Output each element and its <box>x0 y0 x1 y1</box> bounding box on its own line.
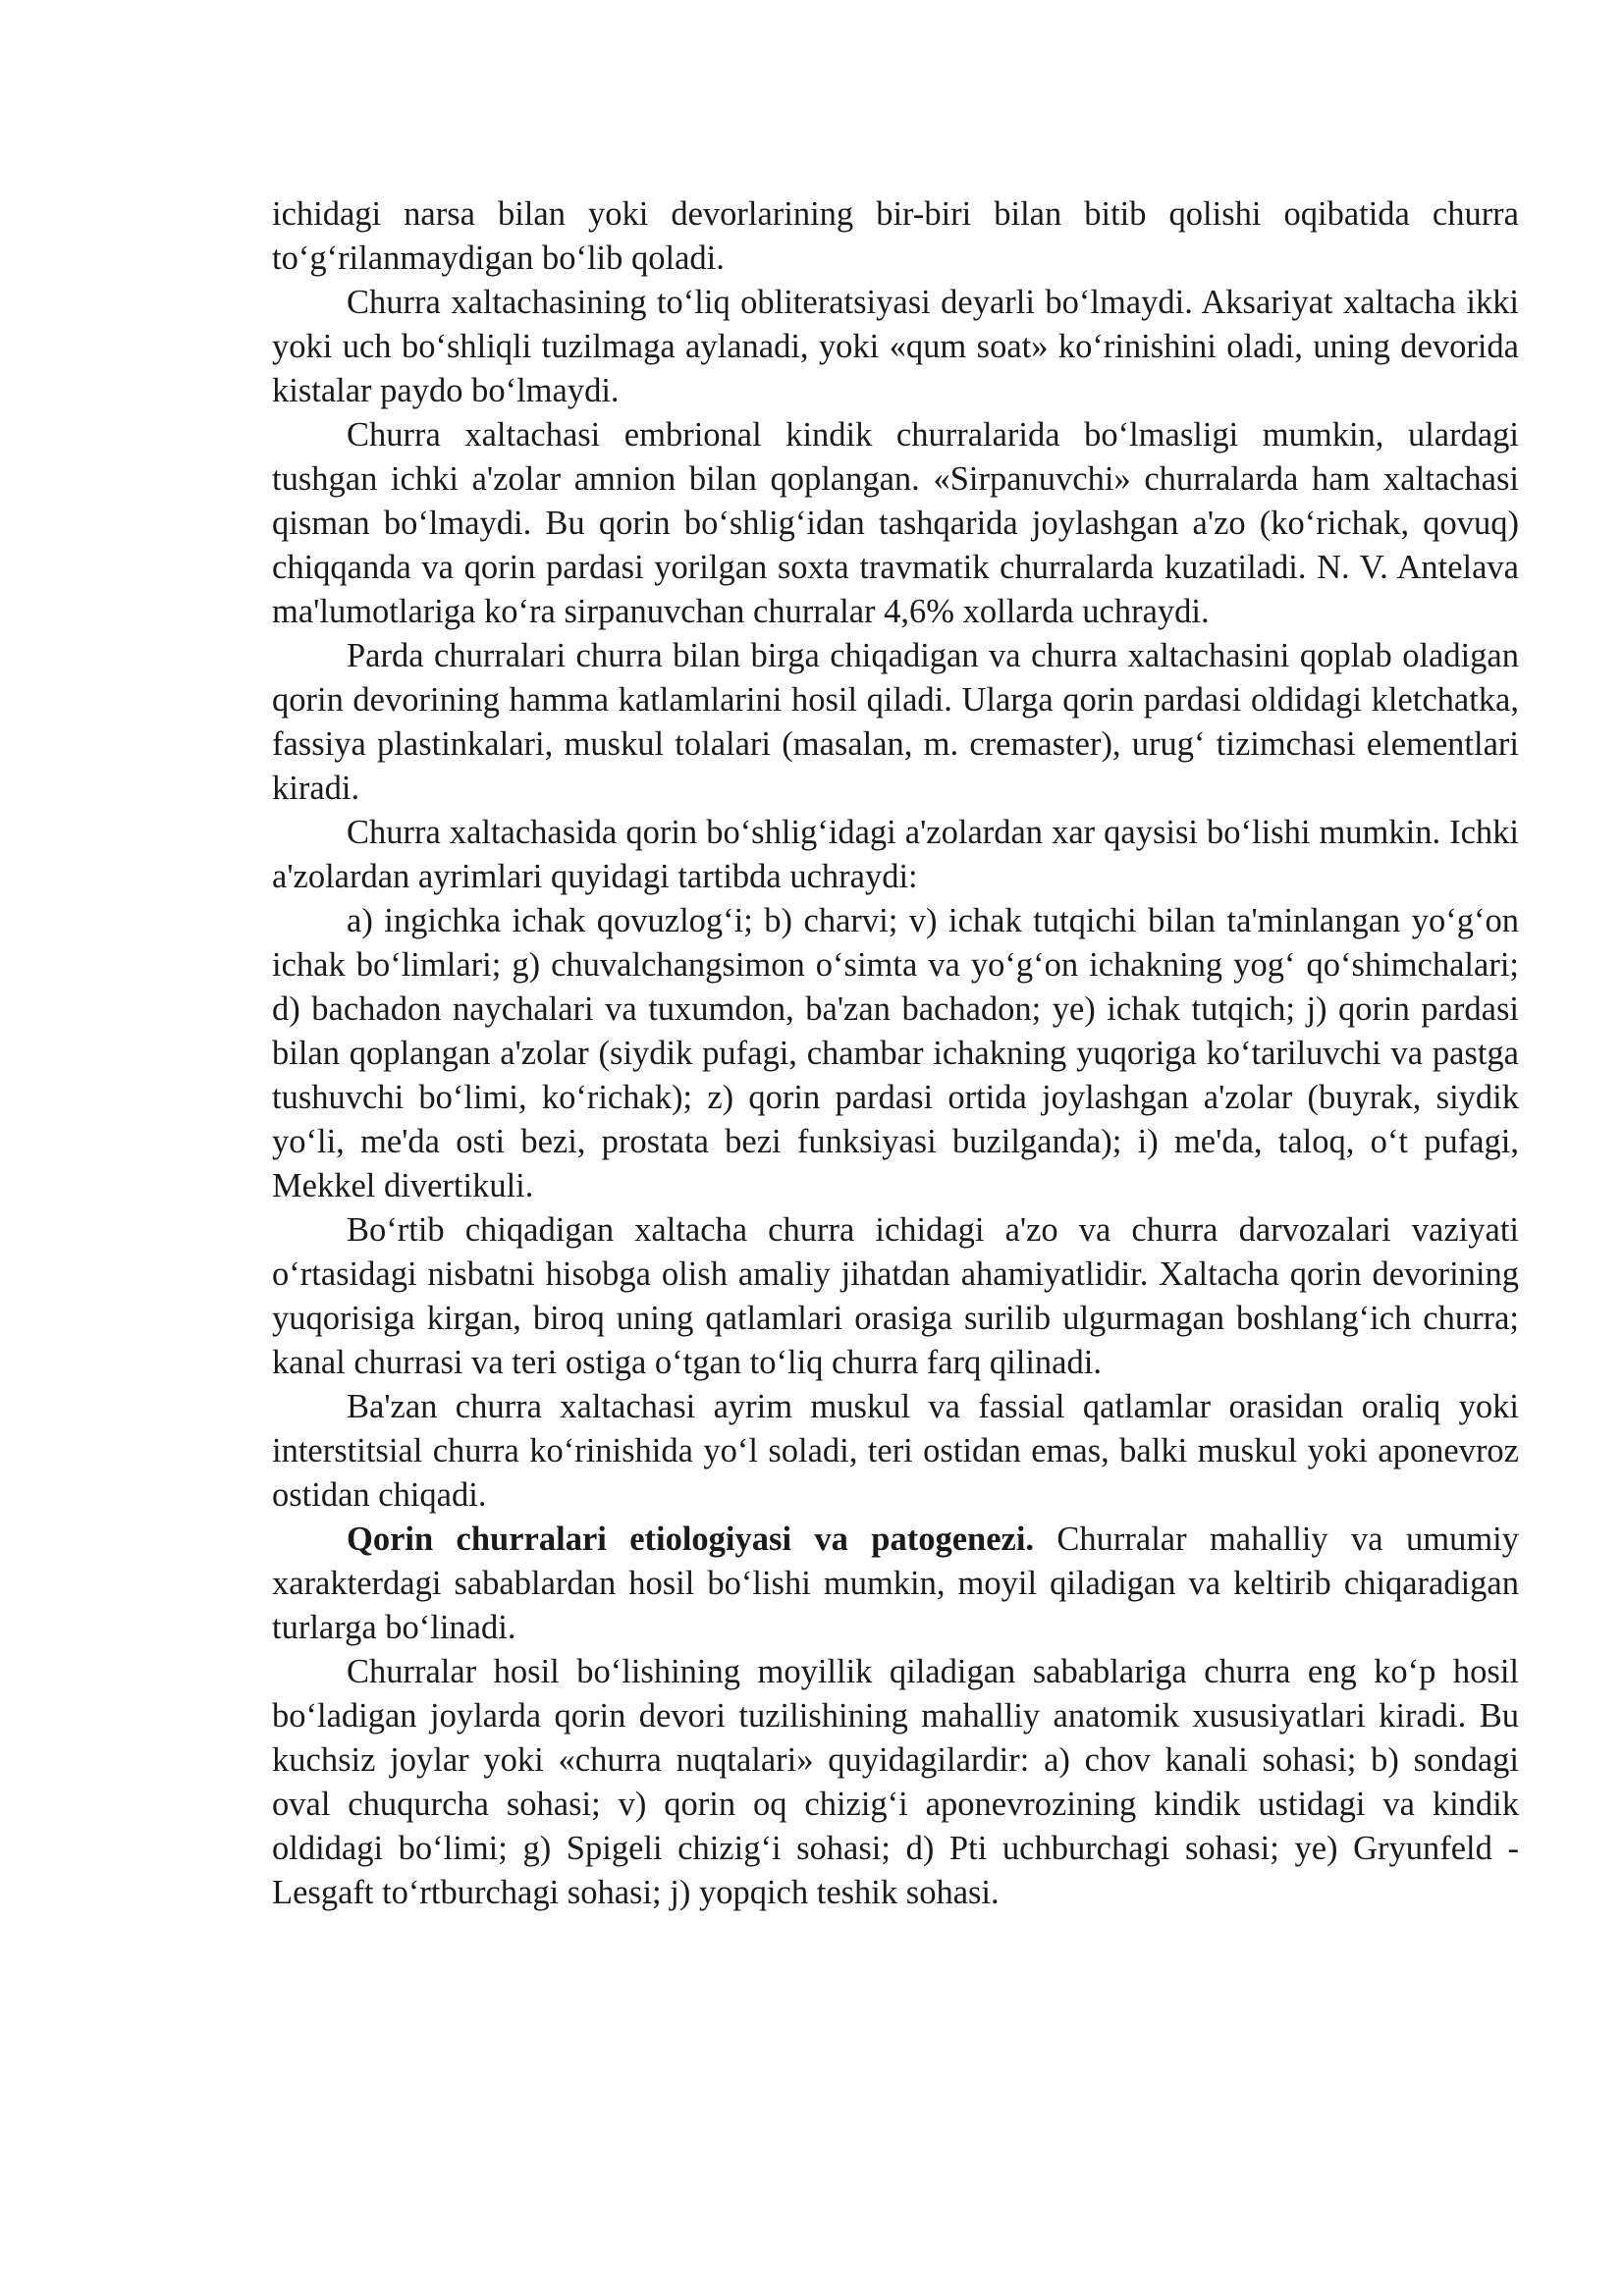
section-heading: Qorin churralari etiologiyasi va patogenezi. <box>347 1521 1035 1558</box>
paragraph-organ-list: a) ingichka ichak qovuzlog‘i; b) charvi; v) ichak tutqichi bilan ta'minlangan yo‘g‘on ichak bo‘limlari; g) chuvalchangsimon o‘simta va yo‘g‘on ichakning yog‘ qo‘shimchalari; d) bachadon naychalari va tuxumdon, ba'zan bachadon; ye) ichak tutqich; j) qorin pardasi bilan qoplangan a'zolar (siydik pufagi, chambar ichakning yuqoriga ko‘tariluvchi va pastga tushuvchi bo‘limi, ko‘richak); z) qorin pardasi ortida joylashgan a'zolar (buyrak, siydik yo‘li, me'da osti bezi, prostata bezi funksiyasi buzilganda); i) me'da, taloq, o‘t pufagi, Mekkel divertikuli. <box>272 902 1519 1204</box>
paragraph-embryonal-hernia: Churra xaltachasi embrional kindik churralarida bo‘lmasligi mumkin, ulardagi tushgan ichki a'zolar amnion bilan qoplangan. «Sirpanuvchi» churralarda ham xaltachasi qisman bo‘lmaydi. Bu qorin bo‘shlig‘idan tashqarida joylashgan a'zo (ko‘richak, qovuq) chiqqanda va qorin pardasi yorilgan soxta travmatik churralarda kuzatiladi. N. V. Antelava ma'lumotlariga ko‘ra sirpanuvchan churralar 4,6% xollarda uchraydi. <box>272 416 1519 630</box>
paragraph-interstitial-hernia: Ba'zan churra xaltachasi ayrim muskul va fassial qatlamlar orasidan oraliq yoki interstitsial churra ko‘rinishida yo‘l soladi, teri ostidan emas, balki muskul yoki aponevroz ostidan chiqadi. <box>272 1388 1519 1514</box>
paragraph-sac-obliteration: Churra xaltachasining to‘liq obliteratsiyasi deyarli bo‘lmaydi. Aksariyat xaltacha ikki yoki uch bo‘shliqli tuzilmaga aylanadi, yoki «qum soat» ko‘rinishini oladi, uning devorida kistalar paydo bo‘lmaydi. <box>272 284 1519 409</box>
paragraph-hernia-coverings: Parda churralari churra bilan birga chiqadigan va churra xaltachasini qoplab oladigan qorin devorining hamma katlamlarini hosil qiladi. Ularga qorin pardasi oldidagi kletchatka, fassiya plastinkalari, muskul tolalari (masalan, m. cremaster), urug‘ tizimchasi elementlari kiradi. <box>272 637 1519 807</box>
paragraph-sac-contents: Churra xaltachasida qorin bo‘shlig‘idagi a'zolardan xar qaysisi bo‘lishi mumkin. Ichki a'zolardan ayrimlari quyidagi tartibda uchraydi: <box>272 814 1519 895</box>
paragraph-weak-points: Churralar hosil bo‘lishining moyillik qiladigan sabablariga churra eng ko‘p hosil bo‘ladigan joylarda qorin devori tuzilishining mahalliy anatomik xususiyatlari kiradi. Bu kuchsiz joylar yoki «churra nuqtalari» quyidagilardir: a) chov kanali sohasi; b) sondagi oval chuqurcha sohasi; v) qorin oq chizig‘i aponevrozining kindik ustidagi va kindik oldidagi bo‘limi; g) Spigeli chizig‘i sohasi; d) Pti uchburchagi sohasi; ye) Gryunfeld - Lesgaft to‘rtburchagi sohasi; j) yopqich teshik sohasi. <box>272 1653 1519 1911</box>
paragraph-etiology-text: Churralar mahalliy va umumiy xarakterdagi sabablardan hosil bo‘lishi mumkin, moyil qiladigan va keltirib chiqaradigan turlarga bo‘linadi. <box>272 1521 1519 1646</box>
document-page <box>272 192 1519 1915</box>
paragraph-continuation: ichidagi narsa bilan yoki devorlarining bir-biri bilan bitib qolishi oqibatida churra to‘g‘rilanmaydigan bo‘lib qoladi. <box>272 195 1519 277</box>
paragraph-hernia-stages: Bo‘rtib chiqadigan xaltacha churra ichidagi a'zo va churra darvozalari vaziyati o‘rtasidagi nisbatni hisobga olish amaliy jihatdan ahamiyatlidir. Xaltacha qorin devorining yuqorisiga kirgan, biroq uning qatlamlari orasiga surilib ulgurmagan boshlang‘ich churra; kanal churrasi va teri ostiga o‘tgan to‘liq churra farq qilinadi. <box>272 1211 1519 1381</box>
paragraph-etiology <box>272 1518 1519 1650</box>
